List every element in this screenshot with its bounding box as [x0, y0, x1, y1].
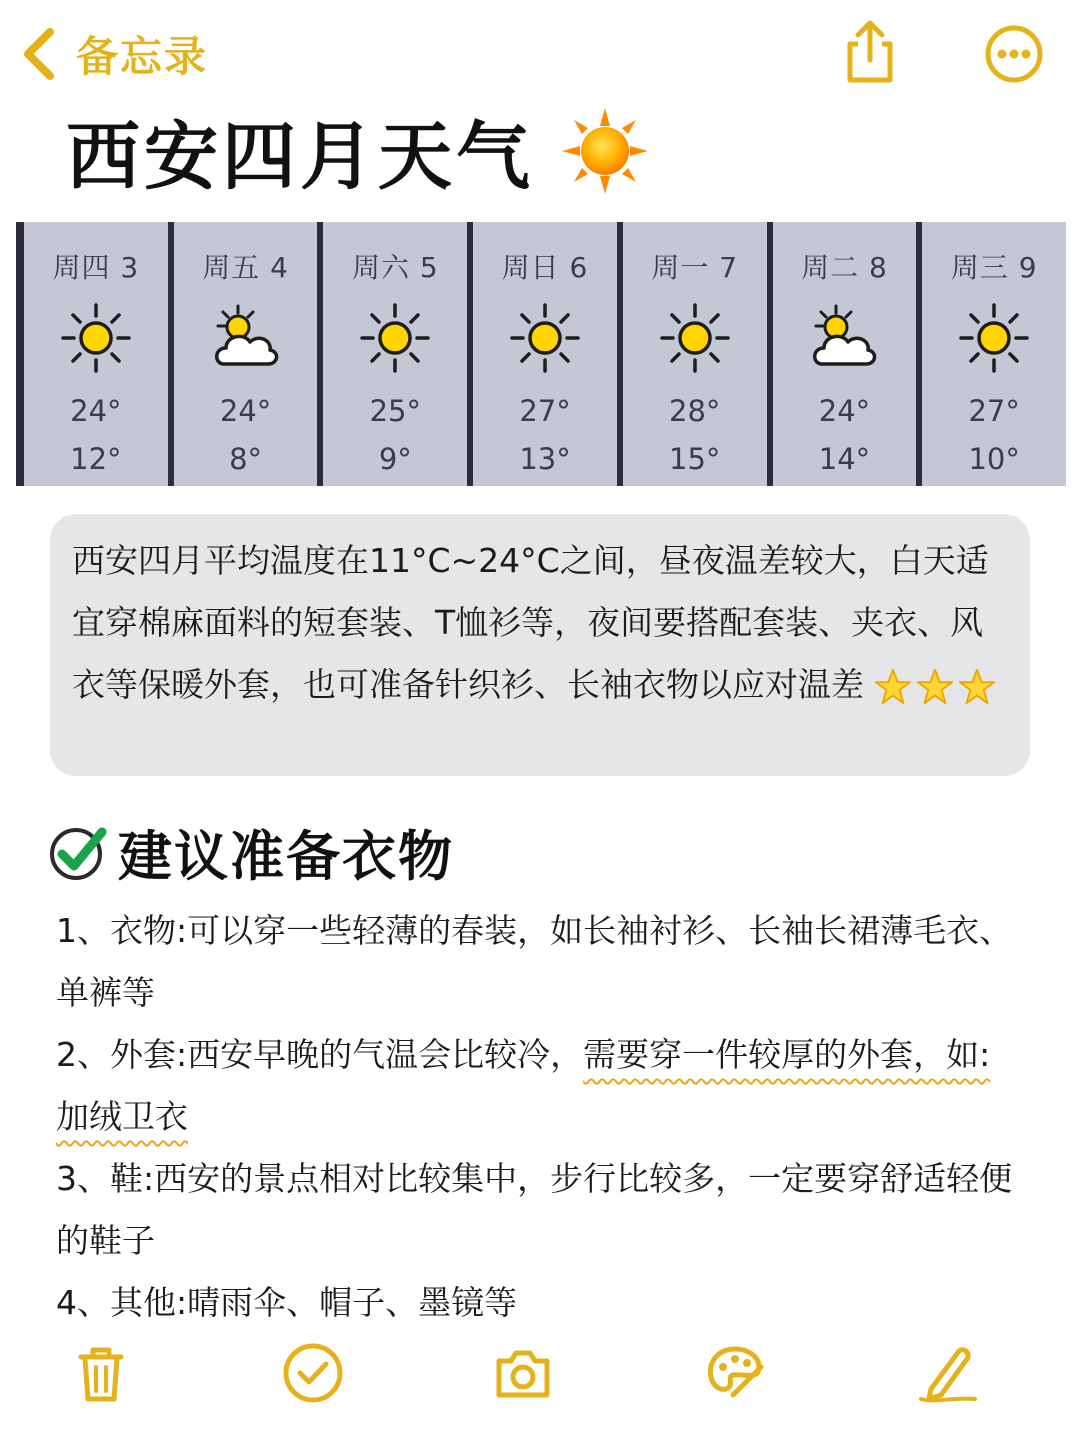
star-icon: [916, 668, 954, 706]
sun-icon: [958, 302, 1030, 374]
highlighted-text: 需要穿一件较厚的外套，如:加绒卫衣: [56, 1035, 991, 1136]
forecast-high-temp: 27°: [519, 394, 571, 428]
forecast-high-temp: 24°: [219, 394, 272, 428]
list-item: 3、鞋:西安的景点相对比较集中，步行比较多，一定要穿舒适轻便的鞋子: [56, 1159, 1013, 1260]
forecast-day-label: 周三 9: [950, 251, 1038, 284]
forecast-high-temp: 24°: [818, 394, 871, 428]
compose-button[interactable]: [912, 1338, 982, 1408]
forecast-day: [773, 222, 917, 486]
forecast-day: [24, 222, 168, 486]
forecast-high-temp: 27°: [968, 394, 1020, 428]
delete-button[interactable]: [66, 1338, 136, 1408]
forecast-low-temp: 10°: [968, 442, 1020, 476]
forecast-day-label: 周一 7: [651, 251, 739, 284]
list-item: 4、其他:晴雨伞、帽子、墨镜等: [56, 1283, 518, 1322]
sun-icon: [562, 108, 648, 194]
forecast-day-label: 周日 6: [501, 251, 589, 284]
forecast-day: [623, 222, 767, 486]
forecast-low-temp: 8°: [229, 442, 263, 476]
forecast-day-label: 周四 3: [52, 251, 140, 284]
back-label: 备忘录: [76, 32, 209, 81]
list-item: [56, 1024, 1016, 1148]
forecast-low-temp: 14°: [818, 442, 871, 476]
share-button[interactable]: [840, 18, 900, 86]
share-icon: [840, 18, 900, 86]
forecast-day: [323, 222, 467, 486]
sun-icon: [60, 302, 132, 374]
forecast-low-temp: 12°: [70, 442, 122, 476]
partly-cloudy-icon: [808, 302, 880, 374]
star-rating: [874, 668, 1000, 706]
forecast-day-label: 周二 8: [801, 251, 888, 284]
forecast-low-temp: 9°: [378, 442, 412, 476]
partly-cloudy-icon: [210, 302, 282, 374]
sun-icon: [509, 302, 581, 374]
more-button[interactable]: [984, 24, 1044, 84]
pen-icon: [915, 1341, 979, 1405]
star-icon: [874, 668, 912, 706]
forecast-high-temp: 28°: [669, 394, 721, 428]
forecast-high-temp: 25°: [369, 394, 421, 428]
markup-button[interactable]: [700, 1338, 770, 1408]
camera-button[interactable]: [488, 1338, 558, 1408]
weather-summary-card: [50, 514, 1030, 776]
forecast-low-temp: 13°: [519, 442, 571, 476]
forecast-day: [174, 222, 318, 486]
note-title: 西安四月天气: [66, 114, 534, 200]
forecast-day: [473, 222, 617, 486]
list-item: 1、衣物:可以穿一些轻薄的春装，如长袖衬衫、长袖长裙薄毛衣、单裤等: [56, 911, 1013, 1012]
note-title-row: [66, 108, 648, 200]
forecast-day-label: 周六 5: [351, 251, 439, 284]
section-heading: [48, 814, 454, 890]
trash-icon: [69, 1341, 133, 1405]
checkmark-icon: [48, 822, 108, 882]
section-title: 建议准备衣物: [118, 824, 454, 888]
forecast-day-label: 周五 4: [202, 251, 289, 284]
sun-icon: [359, 302, 431, 374]
sun-icon: [659, 302, 731, 374]
bottom-toolbar: [0, 1338, 1080, 1410]
chevron-left-icon: [22, 28, 56, 80]
list-item-text: 2、外套:西安早晚的气温会比较冷，: [56, 1035, 584, 1074]
clothing-list: [56, 900, 1016, 1334]
forecast-low-temp: 15°: [669, 442, 721, 476]
checklist-icon: [281, 1341, 345, 1405]
checklist-button[interactable]: [278, 1338, 348, 1408]
forecast-day: [922, 222, 1066, 486]
camera-icon: [491, 1341, 555, 1405]
more-icon: [984, 24, 1044, 84]
weather-summary-text: 西安四月平均温度在11°C~24°C之间，昼夜温差较大，白天适宜穿棉麻面料的短套装、T恤衫等，夜间要搭配套装、夹衣、风衣等保暖外套，也可准备针织衫、长袖衣物以应对温差: [72, 541, 989, 704]
star-icon: [958, 668, 996, 706]
forecast-high-temp: 24°: [70, 394, 122, 428]
weather-forecast: [16, 222, 1066, 486]
back-button[interactable]: [22, 26, 208, 82]
palette-icon: [703, 1341, 767, 1405]
